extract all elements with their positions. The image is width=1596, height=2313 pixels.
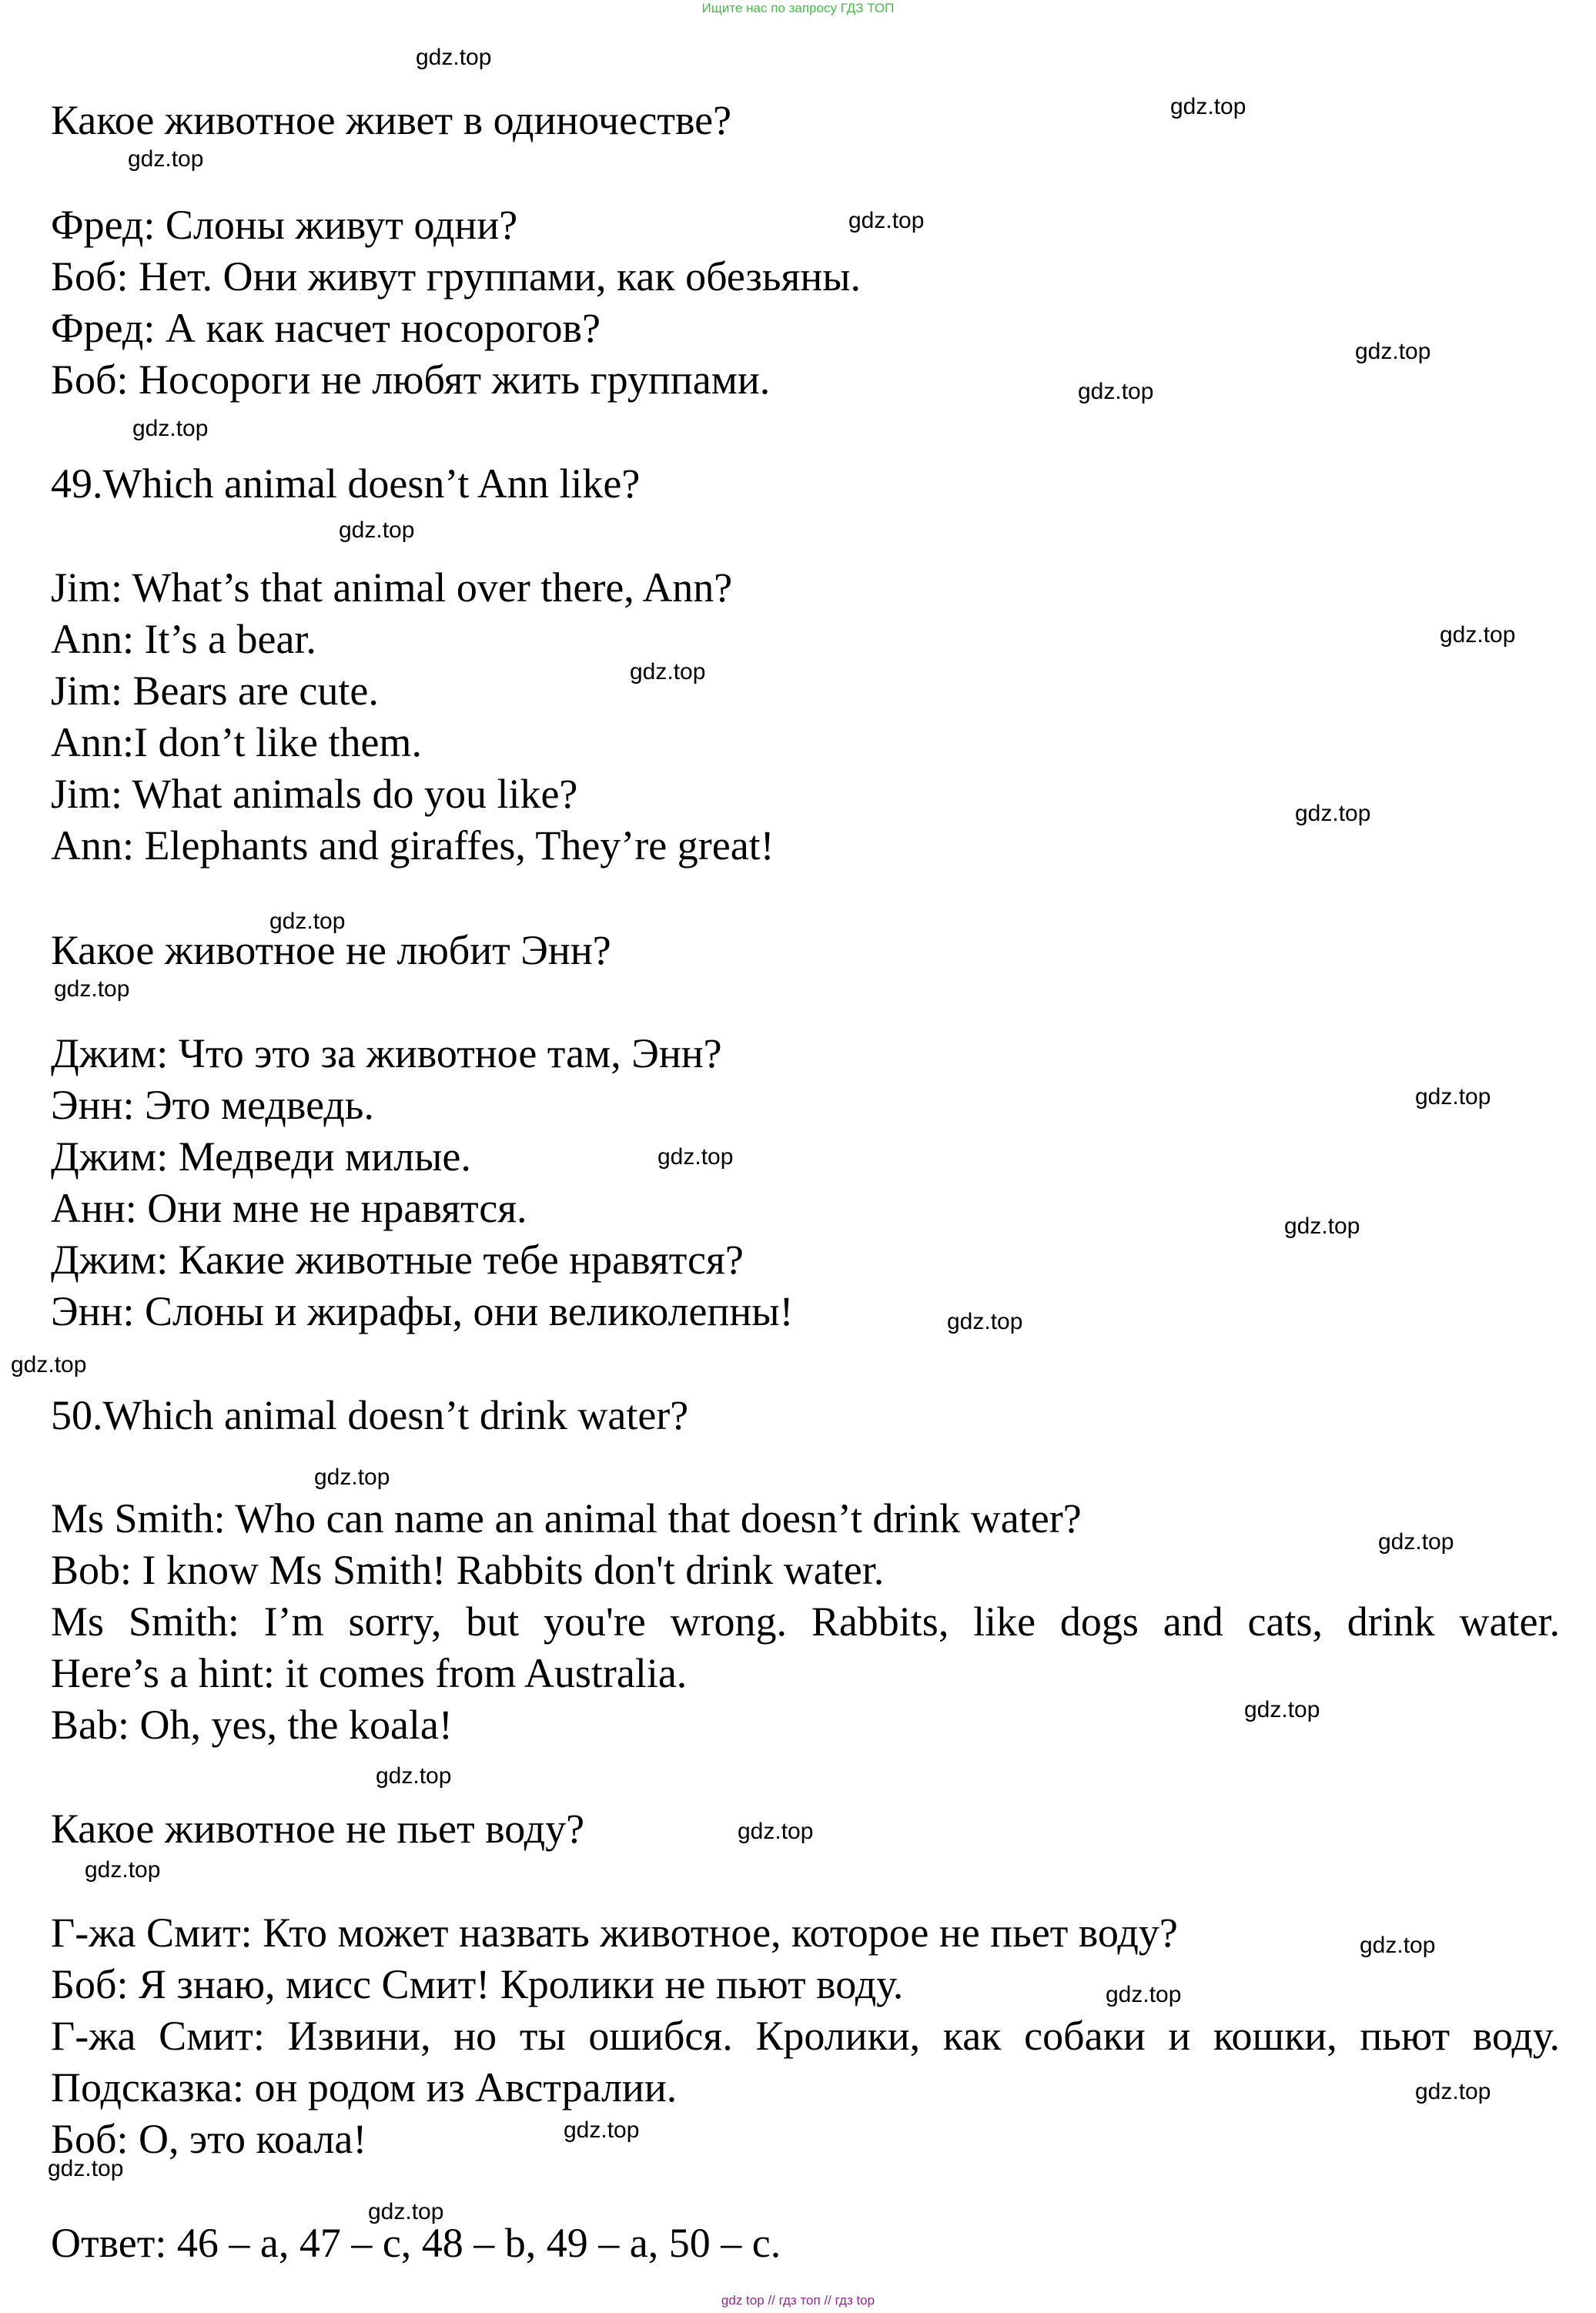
dialog-line: Bab: Oh, yes, the koala!	[51, 1702, 453, 1748]
dialog-line: Боб: Нет. Они живут группами, как обезьяны.	[51, 253, 861, 300]
watermark: gdz.top	[1106, 1982, 1182, 2007]
watermark: gdz.top	[416, 45, 492, 70]
question-49-en: 49.Which animal doesn’t Ann like?	[51, 460, 641, 507]
dialog-line: Ann: Elephants and giraffes, They’re great!	[51, 822, 775, 869]
watermark: gdz.top	[1284, 1213, 1360, 1239]
dialog-line: Джим: Медведи милые.	[51, 1133, 471, 1180]
dialog-line: Фред: А как насчет носорогов?	[51, 305, 601, 351]
watermark: gdz.top	[1244, 1697, 1320, 1722]
dialog-line: Фред: Слоны живут одни?	[51, 202, 518, 248]
watermark: gdz.top	[564, 2117, 640, 2143]
question-48-ru: Какое животное живет в одиночестве?	[51, 97, 732, 143]
dialog-line: Ann:I don’t like them.	[51, 719, 422, 765]
dialog-line: Ms Smith: I’m sorry, but you're wrong. Rabbits, like dogs and cats, drink water.	[51, 1598, 1560, 1645]
watermark: gdz.top	[376, 1763, 452, 1789]
watermark: gdz.top	[54, 976, 130, 1002]
watermark: gdz.top	[947, 1309, 1023, 1334]
watermark: gdz.top	[1415, 1084, 1491, 1110]
dialog-line: Боб: Я знаю, мисс Смит! Кролики не пьют воду.	[51, 1961, 904, 2007]
dialog-line: Jim: What animals do you like?	[51, 771, 578, 817]
watermark: gdz.top	[1170, 94, 1246, 119]
watermark: gdz.top	[1378, 1529, 1454, 1555]
dialog-line: Bob: I know Ms Smith! Rabbits don't drink water.	[51, 1547, 885, 1593]
watermark: gdz.top	[657, 1144, 734, 1170]
dialog-line: Анн: Они мне не нравятся.	[51, 1185, 527, 1231]
watermark: gdz.top	[85, 1857, 161, 1883]
dialog-line: Г-жа Смит: Извини, но ты ошибся. Кролики, как собаки и кошки, пьют воду.	[51, 2013, 1560, 2059]
dialog-line: Джим: Что это за животное там, Энн?	[51, 1030, 722, 1076]
watermark: gdz.top	[1360, 1933, 1436, 1958]
watermark: gdz.top	[128, 146, 204, 172]
watermark: gdz.top	[738, 1819, 814, 1844]
dialog-line: Г-жа Смит: Кто может назвать животное, которое не пьет воду?	[51, 1910, 1178, 1956]
watermark: gdz.top	[269, 909, 346, 934]
dialog-line: Боб: Носороги не любят жить группами.	[51, 356, 771, 403]
dialog-line: Ms Smith: Who can name an animal that doesn’t drink water?	[51, 1495, 1082, 1541]
watermark: gdz.top	[1415, 2079, 1491, 2104]
dialog-line: Подсказка: он родом из Австралии.	[51, 2064, 678, 2110]
question-50-en: 50.Which animal doesn’t drink water?	[51, 1392, 689, 1438]
question-50-ru: Какое животное не пьет воду?	[51, 1806, 585, 1852]
watermark: gdz.top	[339, 517, 415, 543]
watermark: gdz.top	[1355, 339, 1431, 364]
watermark: gdz.top	[132, 416, 209, 441]
dialog-line: Ann: It’s a bear.	[51, 616, 316, 662]
watermark: gdz.top	[1078, 379, 1154, 404]
watermark: gdz.top	[1295, 801, 1371, 826]
dialog-line: Here’s a hint: it comes from Australia.	[51, 1650, 688, 1696]
dialog-line: Энн: Это медведь.	[51, 1082, 374, 1128]
watermark: gdz.top	[314, 1464, 390, 1490]
watermark: gdz.top	[48, 2156, 124, 2181]
dialog-line: Энн: Слоны и жирафы, они великолепны!	[51, 1288, 794, 1334]
question-49-ru: Какое животное не любит Энн?	[51, 927, 611, 973]
watermark: gdz.top	[1440, 622, 1516, 648]
watermark: gdz.top	[368, 2199, 444, 2224]
watermark: gdz.top	[848, 208, 925, 233]
top-banner: Ищите нас по запросу ГДЗ ТОП	[701, 1, 895, 15]
watermark: gdz.top	[630, 659, 706, 685]
dialog-line: Боб: О, это коала!	[51, 2116, 367, 2162]
dialog-line: Jim: What’s that animal over there, Ann?	[51, 564, 733, 611]
watermark: gdz.top	[11, 1352, 87, 1377]
answer-line: Ответ: 46 – a, 47 – c, 48 – b, 49 – a, 50 – c.	[51, 2220, 781, 2266]
dialog-line: Jim: Bears are cute.	[51, 668, 379, 714]
footer-links: gdz top // гдз топ // гдз top	[721, 2293, 875, 2308]
dialog-line: Джим: Какие животные тебе нравятся?	[51, 1237, 744, 1283]
